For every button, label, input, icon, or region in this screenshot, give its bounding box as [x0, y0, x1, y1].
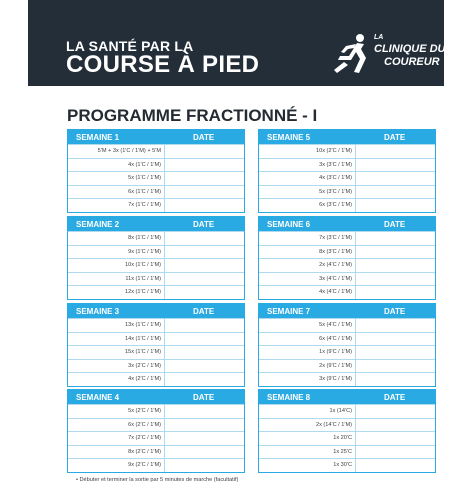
- date-cell[interactable]: [356, 319, 435, 332]
- logo-line1: CLINIQUE DU: [374, 43, 446, 55]
- date-cell[interactable]: [356, 199, 435, 212]
- table-row: [259, 318, 435, 332]
- table-row: [259, 404, 435, 418]
- date-cell[interactable]: [165, 145, 244, 158]
- date-cell[interactable]: [356, 405, 435, 418]
- date-cell[interactable]: [165, 333, 244, 346]
- date-cell[interactable]: [356, 446, 435, 459]
- week-table-5: [258, 129, 436, 213]
- workout-cell: 10x (1'C / 1'M): [68, 259, 165, 272]
- workout-cell: 5x (3'C / 1'M): [259, 186, 356, 199]
- workout-cell: 8x (3'C / 1'M): [259, 246, 356, 259]
- workout-cell: 14x (1'C / 1'M): [68, 333, 165, 346]
- date-header: DATE: [384, 219, 406, 229]
- date-header: DATE: [384, 392, 406, 402]
- date-cell[interactable]: [165, 360, 244, 373]
- footnote: • Débuter et terminer la sortie par 5 minutes de marche (facultatif): [76, 477, 239, 483]
- workout-cell: 3x (4'C / 1'M): [259, 273, 356, 286]
- workout-cell: 4x (2'C / 1'M): [68, 373, 165, 386]
- table-row: [68, 272, 244, 286]
- week-header: [68, 217, 244, 231]
- week-table-7: [258, 303, 436, 387]
- table-row: [259, 285, 435, 299]
- date-cell[interactable]: [165, 446, 244, 459]
- workout-cell: 10x (2'C / 1'M): [259, 145, 356, 158]
- workout-cell: 4x (4'C / 1'M): [259, 286, 356, 299]
- workout-cell: 9x (2'C / 1'M): [68, 459, 165, 472]
- table-row: [68, 318, 244, 332]
- header-title: COURSE À PIED: [66, 51, 260, 78]
- date-cell[interactable]: [165, 432, 244, 445]
- date-cell[interactable]: [356, 186, 435, 199]
- week-header: [259, 130, 435, 144]
- workout-cell: 12x (1'C / 1'M): [68, 286, 165, 299]
- week-header: [68, 130, 244, 144]
- table-row: [259, 372, 435, 386]
- workout-cell: 2x (9'C / 1'M): [259, 360, 356, 373]
- workout-cell: 7x (2'C / 1'M): [68, 432, 165, 445]
- week-label: SEMAINE 8: [267, 392, 311, 402]
- date-cell[interactable]: [356, 373, 435, 386]
- table-row: [259, 431, 435, 445]
- table-row: [259, 258, 435, 272]
- week-table-6: [258, 216, 436, 300]
- workout-cell: 6x (4'C / 1'M): [259, 333, 356, 346]
- date-cell[interactable]: [165, 232, 244, 245]
- week-label: SEMAINE 3: [76, 306, 120, 316]
- workout-cell: 3x (2'C / 1'M): [68, 360, 165, 373]
- table-row: [259, 144, 435, 158]
- date-cell[interactable]: [165, 246, 244, 259]
- table-row: [259, 231, 435, 245]
- date-cell[interactable]: [356, 172, 435, 185]
- date-cell[interactable]: [165, 259, 244, 272]
- table-row: [259, 158, 435, 172]
- table-row: [68, 171, 244, 185]
- workout-cell: 1x (9'C / 1'M): [259, 346, 356, 359]
- date-cell[interactable]: [356, 232, 435, 245]
- date-cell[interactable]: [165, 346, 244, 359]
- date-header: DATE: [384, 132, 406, 142]
- workout-cell: 4x (1'C / 1'M): [68, 159, 165, 172]
- week-label: SEMAINE 1: [76, 132, 120, 142]
- workout-cell: 8x (2'C / 1'M): [68, 446, 165, 459]
- date-cell[interactable]: [165, 459, 244, 472]
- table-row: [68, 332, 244, 346]
- date-cell[interactable]: [356, 432, 435, 445]
- date-header: DATE: [193, 219, 215, 229]
- workout-cell: 5x (4'C / 1'M): [259, 319, 356, 332]
- workout-cell: 13x (1'C / 1'M): [68, 319, 165, 332]
- header-subtitle: LA SANTÉ PAR LA: [66, 38, 194, 54]
- date-cell[interactable]: [165, 273, 244, 286]
- table-row: [68, 458, 244, 472]
- date-cell[interactable]: [165, 319, 244, 332]
- week-table-1: [67, 129, 245, 213]
- date-cell[interactable]: [165, 199, 244, 212]
- workout-cell: 8x (1'C / 1'M): [68, 232, 165, 245]
- week-label: SEMAINE 4: [76, 392, 120, 402]
- table-row: [259, 272, 435, 286]
- date-cell[interactable]: [356, 145, 435, 158]
- workout-cell: 3x (3'C / 1'M): [259, 159, 356, 172]
- workout-cell: 1x 25'C: [259, 446, 356, 459]
- workout-cell: 2x (4'C / 1'M): [259, 259, 356, 272]
- date-cell[interactable]: [356, 286, 435, 299]
- date-header: DATE: [384, 306, 406, 316]
- workout-cell: 9x (1'C / 1'M): [68, 246, 165, 259]
- week-header: [259, 217, 435, 231]
- date-header: DATE: [193, 306, 215, 316]
- workout-cell: 1x 20'C: [259, 432, 356, 445]
- week-header: [68, 390, 244, 404]
- table-row: [68, 404, 244, 418]
- date-cell[interactable]: [356, 273, 435, 286]
- workout-cell: 5'M + 3x (1'C / 1'M) + 5'M: [68, 145, 165, 158]
- logo-small-text: LA: [374, 34, 384, 41]
- date-cell[interactable]: [165, 159, 244, 172]
- workout-cell: 5x (1'C / 1'M): [68, 172, 165, 185]
- table-row: [259, 332, 435, 346]
- table-row: [259, 445, 435, 459]
- week-label: SEMAINE 6: [267, 219, 311, 229]
- table-row: [68, 345, 244, 359]
- table-row: [68, 198, 244, 212]
- table-row: [68, 144, 244, 158]
- table-row: [68, 359, 244, 373]
- table-row: [259, 245, 435, 259]
- table-row: [68, 258, 244, 272]
- table-row: [68, 245, 244, 259]
- table-row: [259, 185, 435, 199]
- week-header: [259, 390, 435, 404]
- week-label: SEMAINE 5: [267, 132, 311, 142]
- week-table-2: [67, 216, 245, 300]
- table-row: [259, 418, 435, 432]
- date-cell[interactable]: [165, 373, 244, 386]
- workout-cell: 11x (1'C / 1'M): [68, 273, 165, 286]
- runner-icon: [330, 32, 374, 78]
- week-header: [68, 304, 244, 318]
- clinique-logo: [330, 32, 446, 80]
- workout-cell: 7x (1'C / 1'M): [68, 199, 165, 212]
- date-cell[interactable]: [356, 360, 435, 373]
- week-label: SEMAINE 2: [76, 219, 120, 229]
- week-table-3: [67, 303, 245, 387]
- table-row: [68, 372, 244, 386]
- logo-line2: COUREUR: [384, 56, 440, 68]
- program-title: PROGRAMME FRACTIONNÉ - I: [67, 106, 318, 125]
- workout-cell: 6x (2'C / 1'M): [68, 419, 165, 432]
- date-cell[interactable]: [356, 419, 435, 432]
- workout-cell: 3x (9'C / 1'M): [259, 373, 356, 386]
- header-banner: [28, 0, 444, 86]
- table-row: [68, 231, 244, 245]
- week-table-4: [67, 389, 245, 473]
- table-row: [259, 458, 435, 472]
- table-row: [259, 345, 435, 359]
- date-cell[interactable]: [165, 286, 244, 299]
- date-cell[interactable]: [165, 405, 244, 418]
- date-cell[interactable]: [165, 172, 244, 185]
- date-header: DATE: [193, 132, 215, 142]
- workout-cell: 1x 30'C: [259, 459, 356, 472]
- table-row: [68, 445, 244, 459]
- week-label: SEMAINE 7: [267, 306, 311, 316]
- workout-cell: 5x (2'C / 1'M): [68, 405, 165, 418]
- date-cell[interactable]: [356, 333, 435, 346]
- date-header: DATE: [193, 392, 215, 402]
- date-cell[interactable]: [356, 159, 435, 172]
- table-row: [68, 431, 244, 445]
- table-row: [68, 185, 244, 199]
- table-row: [68, 418, 244, 432]
- table-row: [259, 198, 435, 212]
- date-cell[interactable]: [356, 459, 435, 472]
- table-row: [259, 171, 435, 185]
- table-row: [68, 285, 244, 299]
- table-row: [259, 359, 435, 373]
- workout-cell: 4x (3'C / 1'M): [259, 172, 356, 185]
- workout-cell: 15x (1'C / 1'M): [68, 346, 165, 359]
- table-row: [68, 158, 244, 172]
- workout-cell: 7x (3'C / 1'M): [259, 232, 356, 245]
- date-cell[interactable]: [165, 419, 244, 432]
- date-cell[interactable]: [356, 259, 435, 272]
- workout-cell: 6x (1'C / 1'M): [68, 186, 165, 199]
- workout-cell: 2x (14'C / 1'M): [259, 419, 356, 432]
- date-cell[interactable]: [356, 346, 435, 359]
- date-cell[interactable]: [165, 186, 244, 199]
- workout-cell: 1x (14'C): [259, 405, 356, 418]
- week-table-8: [258, 389, 436, 473]
- date-cell[interactable]: [356, 246, 435, 259]
- week-header: [259, 304, 435, 318]
- workout-cell: 6x (3'C / 1'M): [259, 199, 356, 212]
